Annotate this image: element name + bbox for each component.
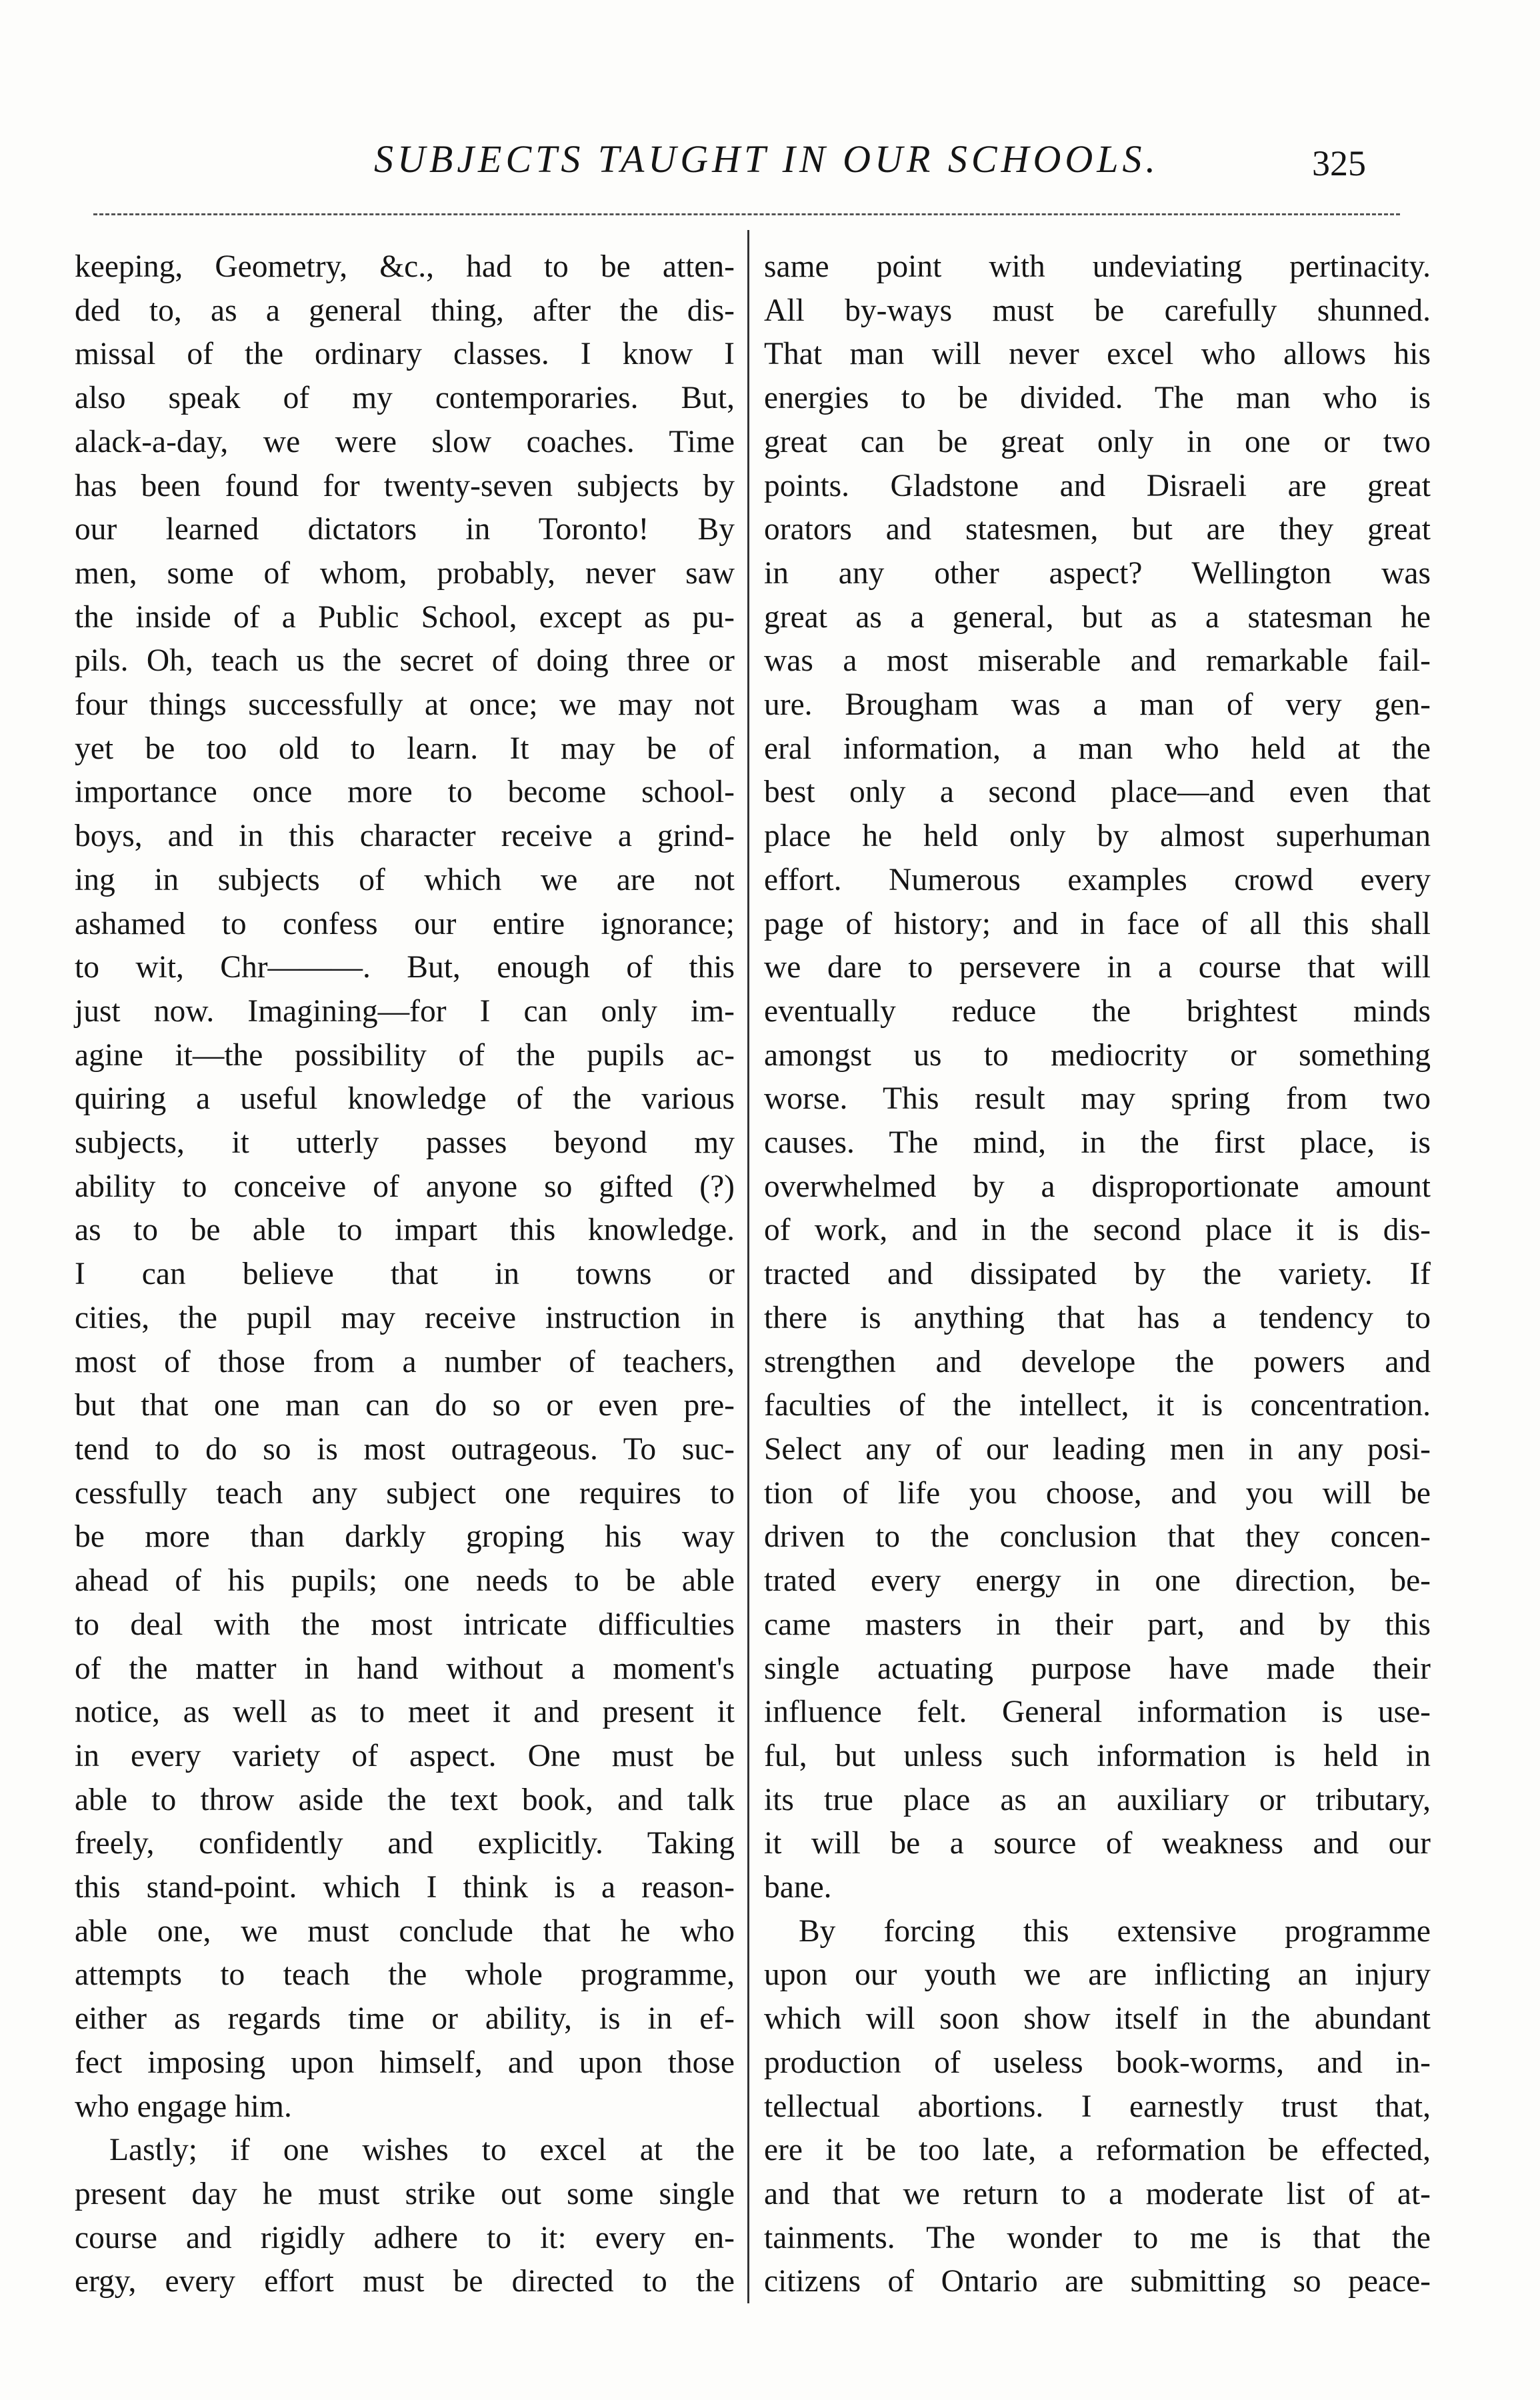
text-line: yet be too old to learn. It may be of	[75, 731, 735, 766]
text-line: able one, we must conclude that he who	[75, 1913, 735, 1949]
left-column	[75, 245, 735, 2304]
text-line: By forcing this extensive programme	[799, 1913, 1431, 1949]
text-line: the inside of a Public School, except as pu-	[75, 599, 735, 635]
text-line: ergy, every effort must be directed to the	[75, 2264, 735, 2299]
text-line: men, some of whom, probably, never saw	[75, 555, 735, 591]
text-line: cities, the pupil may receive instruction in	[75, 1300, 735, 1335]
text-line: it will be a source of weakness and our	[764, 1826, 1431, 1861]
text-line: tion of life you choose, and you will be	[764, 1475, 1431, 1511]
text-line: keeping, Geometry, &c., had to be atten-	[75, 249, 735, 284]
text-line: to deal with the most intricate difficulties	[75, 1607, 735, 1642]
text-line: ere it be too late, a reformation be effected,	[764, 2133, 1431, 2168]
text-line: there is anything that has a tendency to	[764, 1300, 1431, 1335]
text-line: trated every energy in one direction, be-	[764, 1563, 1431, 1599]
text-line: Select any of our leading men in any posi-	[764, 1431, 1431, 1467]
text-line: single actuating purpose have made their	[764, 1651, 1431, 1686]
page-number: 325	[1312, 143, 1366, 183]
text-line: agine it—the possibility of the pupils ac-	[75, 1037, 735, 1073]
text-line: amongst us to mediocrity or something	[764, 1037, 1431, 1073]
text-line: worse. This result may spring from two	[764, 1081, 1431, 1117]
text-line: faculties of the intellect, it is concentration.	[764, 1388, 1431, 1423]
text-line: ded to, as a general thing, after the dis-	[75, 293, 735, 328]
text-line: of work, and in the second place it is dis-	[764, 1213, 1431, 1248]
running-title: SUBJECTS TAUGHT IN OUR SCHOOLS.	[374, 137, 1159, 181]
text-line: notice, as well as to meet it and present it	[75, 1695, 735, 1730]
column-divider	[747, 230, 749, 2303]
text-line: causes. The mind, in the first place, is	[764, 1125, 1431, 1161]
text-line: present day he must strike out some single	[75, 2176, 735, 2211]
text-line: importance once more to become school-	[75, 775, 735, 810]
text-line: pils. Oh, teach us the secret of doing three or	[75, 643, 735, 679]
text-line: of the matter in hand without a moment's	[75, 1651, 735, 1686]
text-line: Lastly; if one wishes to excel at the	[109, 2133, 735, 2168]
text-line: great as a general, but as a statesman he	[764, 599, 1431, 635]
text-line: page of history; and in face of all this shall	[764, 906, 1431, 941]
text-line: has been found for twenty-seven subjects by	[75, 468, 735, 503]
text-line: missal of the ordinary classes. I know I	[75, 337, 735, 372]
text-line: ahead of his pupils; one needs to be able	[75, 1563, 735, 1599]
text-line: four things successfully at once; we may not	[75, 687, 735, 723]
text-line: who engage him.	[75, 2089, 292, 2124]
text-line: boys, and in this character receive a grind-	[75, 819, 735, 854]
text-line: be more than darkly groping his way	[75, 1519, 735, 1555]
text-line: ability to conceive of anyone so gifted (?)	[75, 1169, 735, 1204]
text-line: either as regards time or ability, is in ef-	[75, 2001, 735, 2037]
header-rule	[93, 213, 1400, 215]
text-line: as to be able to impart this knowledge.	[75, 1213, 735, 1248]
text-line: bane.	[764, 1870, 832, 1905]
text-line: eral information, a man who held at the	[764, 731, 1431, 766]
text-line: driven to the conclusion that they concen-	[764, 1519, 1431, 1555]
text-line: its true place as an auxiliary or tributary,	[764, 1782, 1431, 1817]
text-line: tellectual abortions. I earnestly trust that,	[764, 2089, 1431, 2124]
text-line: alack-a-day, we were slow coaches. Time	[75, 424, 735, 459]
text-line: tainments. The wonder to me is that the	[764, 2220, 1431, 2255]
text-line: great can be great only in one or two	[764, 424, 1431, 459]
text-line: which will soon show itself in the abundant	[764, 2001, 1431, 2037]
text-line: influence felt. General information is use-	[764, 1695, 1431, 1730]
text-line: able to throw aside the text book, and talk	[75, 1782, 735, 1817]
text-line: cessfully teach any subject one requires to	[75, 1475, 735, 1511]
text-line: strengthen and develope the powers and	[764, 1344, 1431, 1379]
text-line: freely, confidently and explicitly. Taking	[75, 1826, 735, 1861]
text-line: also speak of my contemporaries. But,	[75, 381, 735, 416]
text-line: fect imposing upon himself, and upon those	[75, 2045, 735, 2080]
text-line: points. Gladstone and Disraeli are great	[764, 468, 1431, 503]
text-line: was a most miserable and remarkable fail-	[764, 643, 1431, 679]
text-line: overwhelmed by a disproportionate amount	[764, 1169, 1431, 1204]
text-line: production of useless book-worms, and in-	[764, 2045, 1431, 2080]
text-line: tracted and dissipated by the variety. If	[764, 1257, 1431, 1292]
text-line: course and rigidly adhere to it: every en-	[75, 2220, 735, 2255]
text-line: place he held only by almost superhuman	[764, 819, 1431, 854]
text-line: came masters in their part, and by this	[764, 1607, 1431, 1642]
text-line: tend to do so is most outrageous. To suc-	[75, 1431, 735, 1467]
text-line: just now. Imagining—for I can only im-	[75, 993, 735, 1029]
text-line: All by-ways must be carefully shunned.	[764, 293, 1431, 328]
text-line: I can believe that in towns or	[75, 1257, 735, 1292]
text-line: this stand-point. which I think is a reason-	[75, 1870, 735, 1905]
text-line: ing in subjects of which we are not	[75, 862, 735, 897]
text-line: eventually reduce the brightest minds	[764, 993, 1431, 1029]
text-line: energies to be divided. The man who is	[764, 381, 1431, 416]
text-line: to wit, Chr———. But, enough of this	[75, 950, 735, 985]
text-line: upon our youth we are inflicting an injury	[764, 1957, 1431, 1993]
text-line: in any other aspect? Wellington was	[764, 555, 1431, 591]
text-line: attempts to teach the whole programme,	[75, 1957, 735, 1993]
text-line: ful, but unless such information is held in	[764, 1738, 1431, 1773]
text-line: we dare to persevere in a course that will	[764, 950, 1431, 985]
text-line: subjects, it utterly passes beyond my	[75, 1125, 735, 1161]
text-line: orators and statesmen, but are they great	[764, 512, 1431, 547]
text-line: same point with undeviating pertinacity.	[764, 249, 1431, 284]
text-line: effort. Numerous examples crowd every	[764, 862, 1431, 897]
text-line: ure. Brougham was a man of very gen-	[764, 687, 1431, 723]
text-line: our learned dictators in Toronto! By	[75, 512, 735, 547]
text-line: quiring a useful knowledge of the various	[75, 1081, 735, 1117]
text-line: in every variety of aspect. One must be	[75, 1738, 735, 1773]
text-line: citizens of Ontario are submitting so peace-	[764, 2264, 1431, 2299]
text-line: ashamed to confess our entire ignorance;	[75, 906, 735, 941]
text-line: but that one man can do so or even pre-	[75, 1388, 735, 1423]
text-line: most of those from a number of teachers,	[75, 1344, 735, 1379]
text-line: and that we return to a moderate list of at-	[764, 2176, 1431, 2211]
text-line: That man will never excel who allows his	[764, 337, 1431, 372]
right-column	[764, 245, 1431, 2304]
text-line: best only a second place—and even that	[764, 775, 1431, 810]
